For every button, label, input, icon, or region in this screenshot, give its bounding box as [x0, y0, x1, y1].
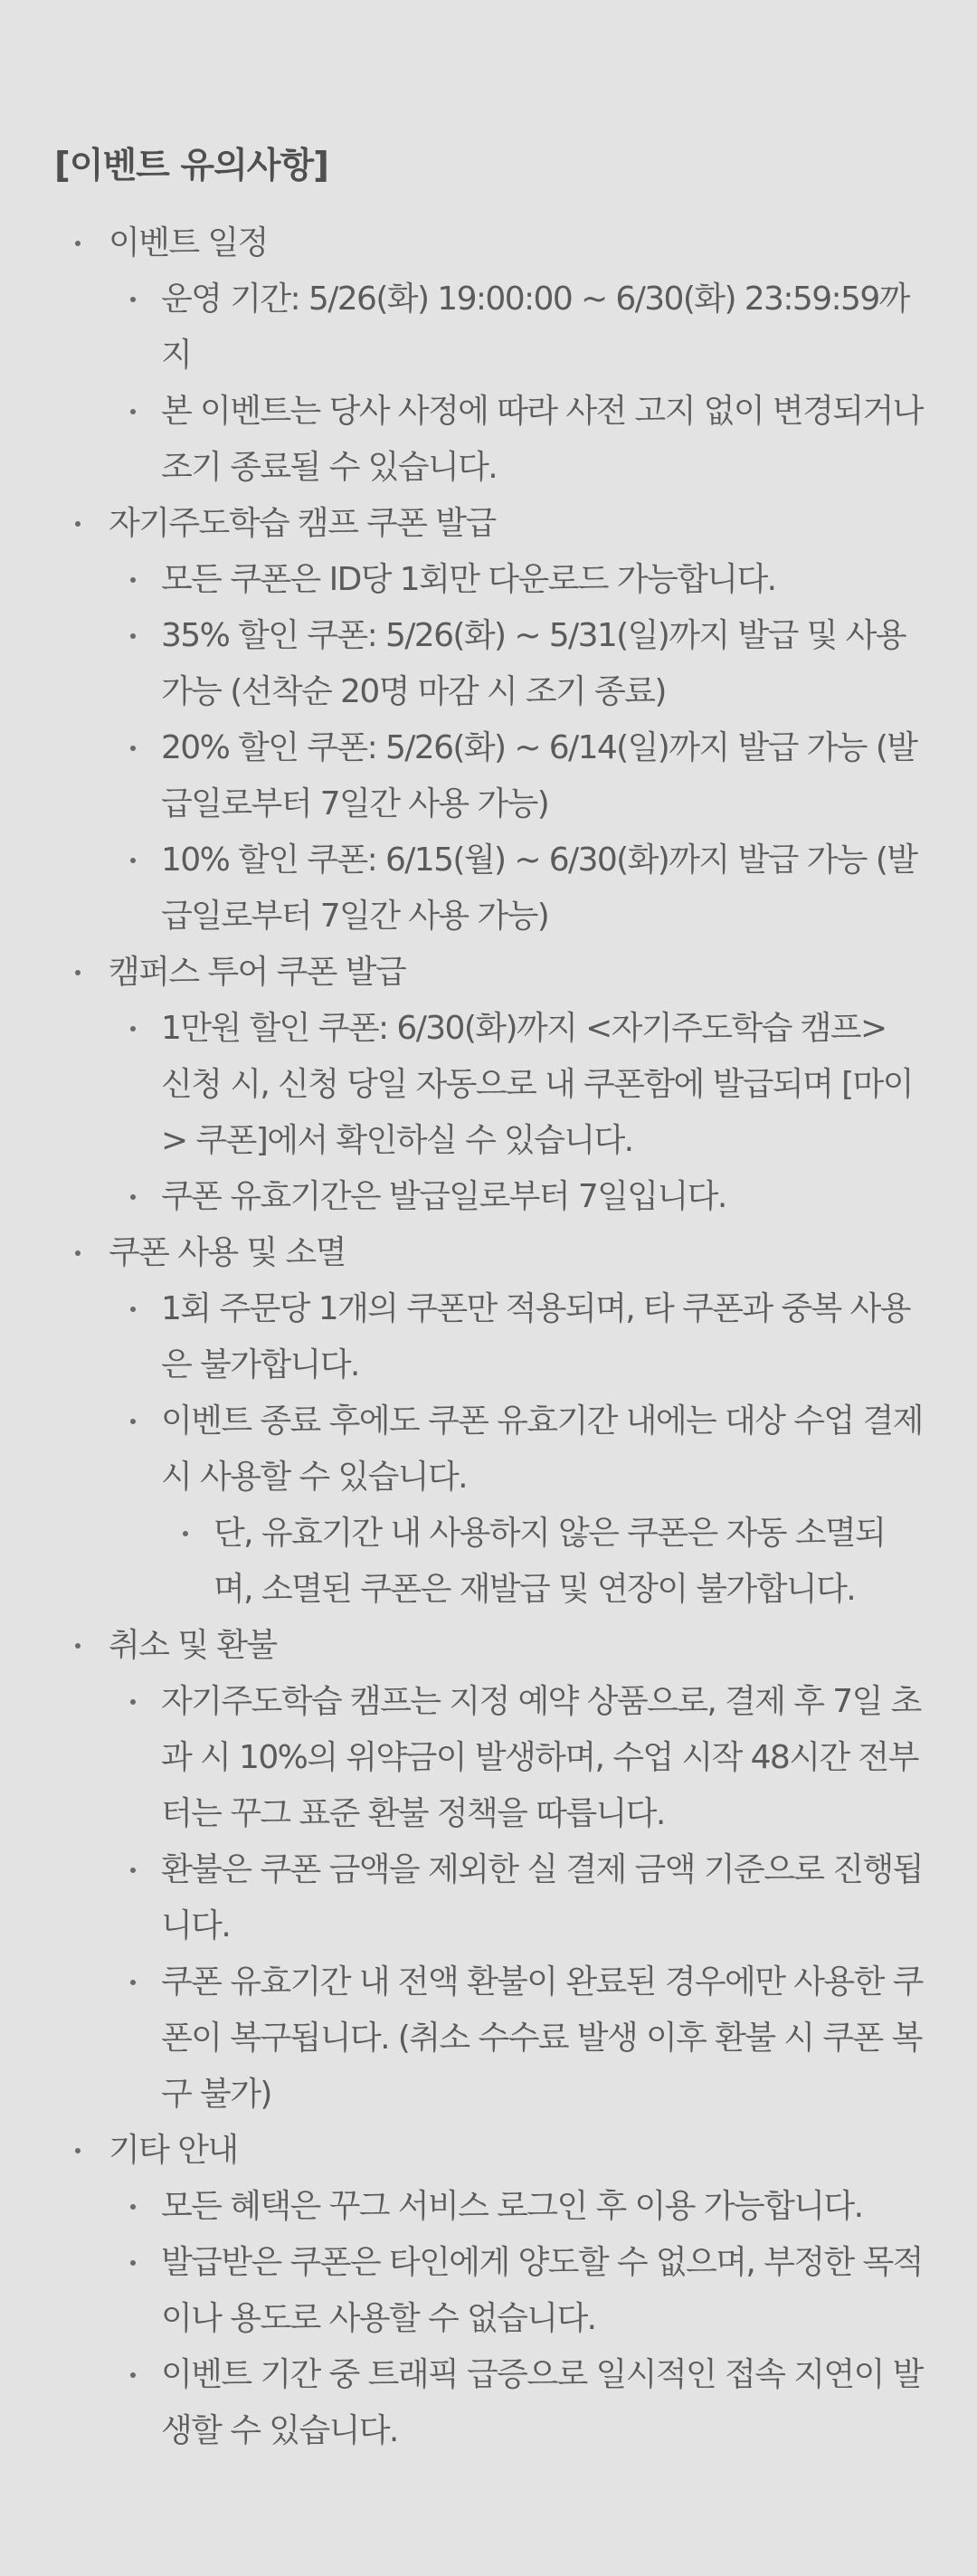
list-item: 모든 혜택은 꾸그 서비스 로그인 후 이용 가능합니다. [109, 2179, 923, 2235]
list-item: 이벤트 기간 중 트래픽 급증으로 일시적인 접속 지연이 발생할 수 있습니다. [109, 2347, 923, 2459]
list-item: 1만원 할인 쿠폰: 6/30(화)까지 <자기주도학습 캠프> 신청 시, 신청 당일 자동으로 내 쿠폰함에 발급되며 [마이 > 쿠폰]에서 확인하실 수 있습니다. [109, 1001, 923, 1169]
notice-section [54, 2123, 923, 2459]
list-item: 20% 할인 쿠폰: 5/26(화) ~ 6/14(일)까지 발급 가능 (발급일로부터 7일간 사용 가능) [109, 720, 923, 832]
section-heading: 취소 및 환불 [109, 1627, 277, 1664]
list-item: 1회 주문당 1개의 쿠폰만 적용되며, 타 쿠폰과 중복 사용은 불가합니다. [109, 1281, 923, 1393]
list-item: 자기주도학습 캠프는 지정 예약 상품으로, 결제 후 7일 초과 시 10%의 위약금이 발생하며, 수업 시작 48시간 전부터는 꾸그 표준 환불 정책을 따릅니다. [109, 1674, 923, 1842]
notice-section [54, 215, 923, 496]
list-item: 10% 할인 쿠폰: 6/15(월) ~ 6/30(화)까지 발급 가능 (발급일로부터 7일간 사용 가능) [109, 832, 923, 945]
event-notice [54, 141, 923, 2459]
section-item-list [109, 552, 923, 945]
list-item: 운영 기간: 5/26(화) 19:00:00 ~ 6/30(화) 23:59:59까지 [109, 271, 923, 384]
notice-section-list [54, 215, 923, 2459]
notice-section [54, 945, 923, 1225]
notice-section [54, 1618, 923, 2123]
section-item-list [109, 271, 923, 496]
section-heading: 이벤트 일정 [109, 224, 268, 261]
list-item: 환불은 쿠폰 금액을 제외한 실 결제 금액 기준으로 진행됩니다. [109, 1842, 923, 1954]
notice-title: [이벤트 유의사항] [54, 146, 328, 186]
section-item-list [109, 2179, 923, 2459]
section-heading: 자기주도학습 캠프 쿠폰 발급 [109, 505, 496, 542]
notice-section [54, 1225, 923, 1618]
list-item: 이벤트 종료 후에도 쿠폰 유효기간 내에는 대상 수업 결제 시 사용할 수 있습니다. 단, 유효기간 내 사용하지 않은 쿠폰은 자동 소멸되며, 소멸된 쿠폰은 재발급 및 연장이 불가합니다. [109, 1393, 923, 1618]
notice-section [54, 496, 923, 945]
list-item: 모든 쿠폰은 ID당 1회만 다운로드 가능합니다. [109, 552, 923, 608]
section-item-list [109, 1674, 923, 2123]
list-item: 쿠폰 유효기간은 발급일로부터 7일입니다. [109, 1169, 923, 1225]
list-item: 본 이벤트는 당사 사정에 따라 사전 고지 없이 변경되거나 조기 종료될 수 있습니다. [109, 384, 923, 496]
nested-list-item: 단, 유효기간 내 사용하지 않은 쿠폰은 자동 소멸되며, 소멸된 쿠폰은 재발급 및 연장이 불가합니다. [161, 1506, 923, 1618]
nested-item-list [161, 1506, 923, 1618]
section-heading: 캠퍼스 투어 쿠폰 발급 [109, 954, 406, 991]
section-heading: 쿠폰 사용 및 소멸 [109, 1234, 346, 1271]
list-item: 발급받은 쿠폰은 타인에게 양도할 수 없으며, 부정한 목적이나 용도로 사용할 수 없습니다. [109, 2235, 923, 2347]
list-item: 35% 할인 쿠폰: 5/26(화) ~ 5/31(일)까지 발급 및 사용 가능 (선착순 20명 마감 시 조기 종료) [109, 608, 923, 720]
section-heading: 기타 안내 [109, 2132, 238, 2169]
list-item: 쿠폰 유효기간 내 전액 환불이 완료된 경우에만 사용한 쿠폰이 복구됩니다. (취소 수수료 발생 이후 환불 시 쿠폰 복구 불가) [109, 1954, 923, 2123]
section-item-list [109, 1281, 923, 1618]
section-item-list [109, 1001, 923, 1225]
